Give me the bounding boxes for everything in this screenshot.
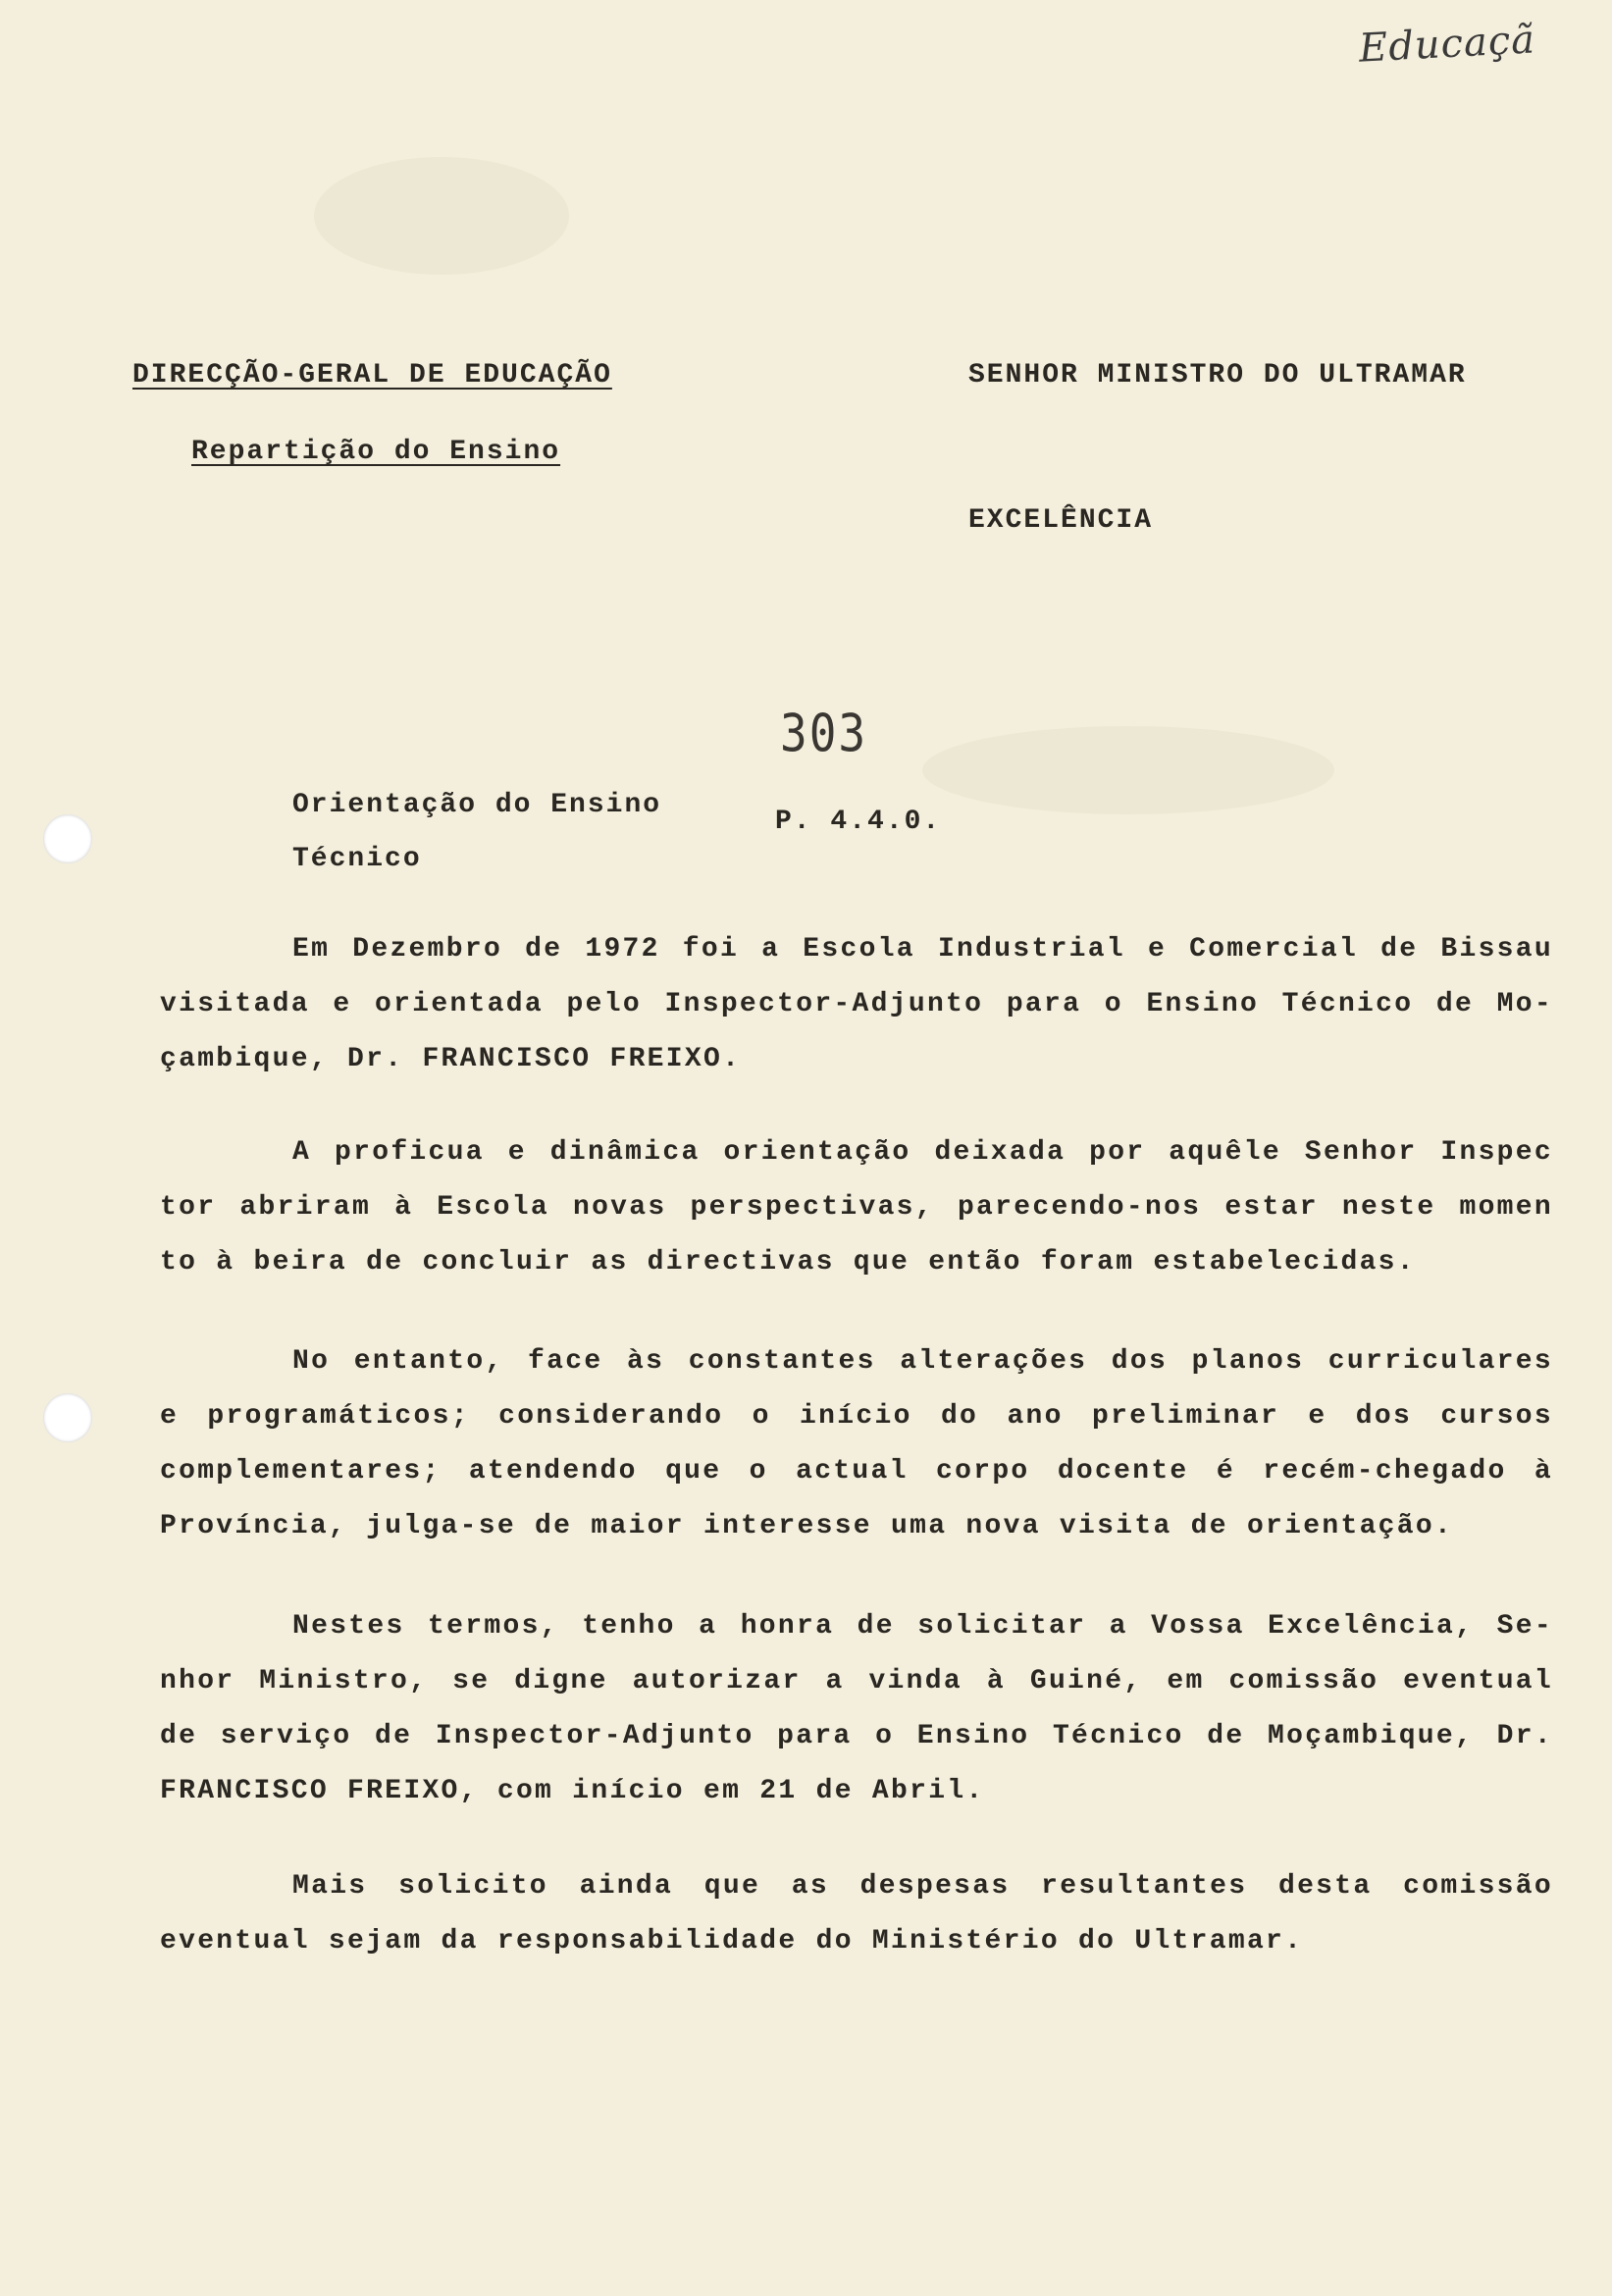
paragraph-line: FRANCISCO FREIXO, com início em 21 de Abril.: [160, 1776, 985, 1806]
paragraph-line: nhor Ministro, se digne autorizar a vinda à Guiné, em comissão eventual: [160, 1666, 1553, 1696]
punch-hole: [43, 814, 92, 863]
paragraph-3: [160, 1334, 1553, 1554]
paragraph-1: [160, 922, 1553, 1087]
paragraph-line: Mais solicito ainda que as despesas resultantes desta comissão: [292, 1871, 1553, 1902]
paragraph-5: [160, 1859, 1553, 1969]
paragraph-line: çambique, Dr. FRANCISCO FREIXO.: [160, 1044, 742, 1074]
paragraph-line: tor abriram à Escola novas perspectivas, parecendo-nos estar neste momen: [160, 1192, 1553, 1223]
paragraph-line: A proficua e dinâmica orientação deixada por aquêle Senhor Inspec: [292, 1137, 1553, 1168]
paragraph-line: Nestes termos, tenho a honra de solicitar a Vossa Excelência, Se-: [292, 1611, 1553, 1642]
section-title: Repartição do Ensino: [191, 437, 561, 467]
salutation: EXCELÊNCIA: [968, 505, 1154, 536]
subject-line-1: Orientação do Ensino: [292, 790, 662, 820]
document-number: 303: [780, 702, 868, 764]
subject-line-2: Técnico: [292, 844, 422, 874]
paper-stain: [922, 726, 1334, 814]
paragraph-2: [160, 1125, 1553, 1290]
reference-code: P. 4.4.0.: [775, 807, 942, 837]
paper-stain: [314, 157, 569, 275]
paragraph-4: [160, 1599, 1553, 1819]
punch-hole: [43, 1393, 92, 1442]
paragraph-line: e programáticos; considerando o início do ano preliminar e dos cursos: [160, 1401, 1553, 1432]
paragraph-line: eventual sejam da responsabilidade do Ministério do Ultramar.: [160, 1926, 1304, 1957]
paragraph-line: Província, julga-se de maior interesse uma nova visita de orientação.: [160, 1511, 1454, 1541]
paragraph-line: complementares; atendendo que o actual corpo docente é recém-chegado à: [160, 1456, 1553, 1487]
paragraph-line: to à beira de concluir as directivas que então foram estabelecidas.: [160, 1247, 1416, 1278]
recipient-title: SENHOR MINISTRO DO ULTRAMAR: [968, 360, 1467, 391]
paragraph-line: de serviço de Inspector-Adjunto para o Ensino Técnico de Moçambique, Dr.: [160, 1721, 1553, 1751]
paragraph-line: visitada e orientada pelo Inspector-Adjunto para o Ensino Técnico de Mo-: [160, 989, 1553, 1019]
handwritten-note: Educaçã: [1357, 17, 1537, 72]
paragraph-line: No entanto, face às constantes alterações dos planos curriculares: [292, 1346, 1553, 1377]
department-title: DIRECÇÃO-GERAL DE EDUCAÇÃO: [132, 360, 612, 391]
paragraph-line: Em Dezembro de 1972 foi a Escola Industrial e Comercial de Bissau: [292, 934, 1553, 965]
